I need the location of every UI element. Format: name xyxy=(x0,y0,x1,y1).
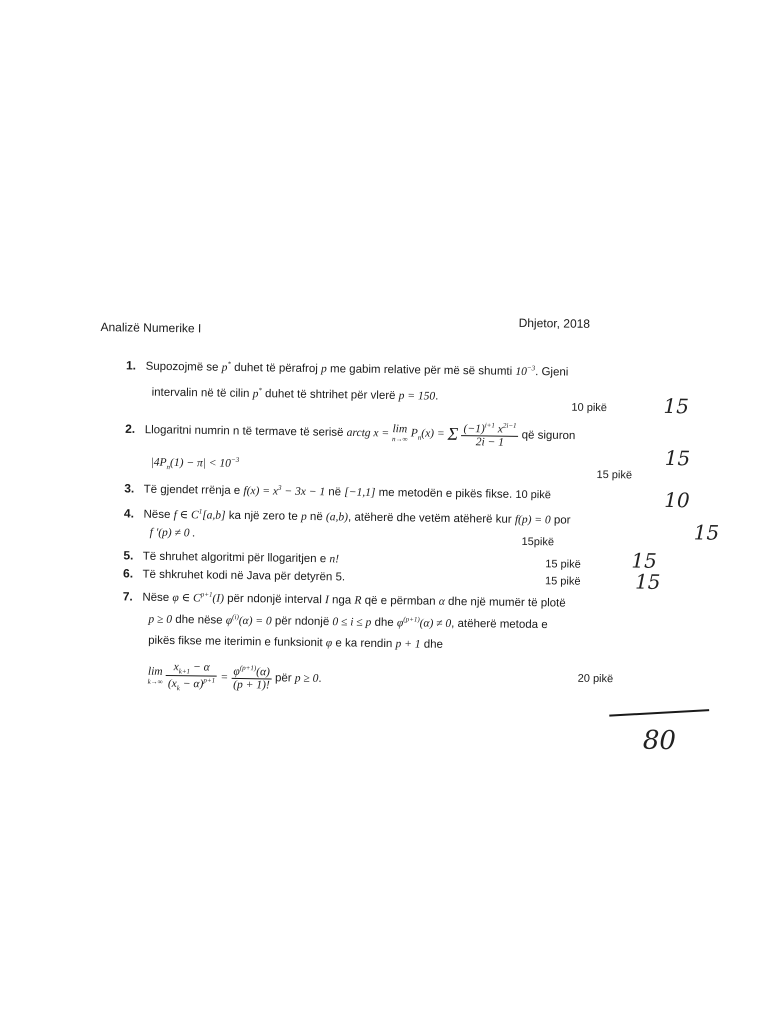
problem-3-line-1: 3. Të gjendet rrënja e $f(x) = x^3 - 3x - 1$ në [−1,1] me metodën e pikës fikse. 10 pikë xyxy=(124,481,551,502)
exam-title: Analizë Numerike I xyxy=(100,320,202,336)
problem-7-line-3: pikës fikse me iterimin e funksionit φ e ka rendin p + 1 dhe xyxy=(148,634,444,651)
problem-7-line-2: p ≥ 0 dhe nëse $\varphi^{(i)}(\alpha) = 0$ për ndonjë 0 ≤ i ≤ p dhe $\varphi^{(p+1)}(\alpha) \ne 0$, atëherë metoda e xyxy=(148,612,548,632)
problem-1-grade: 15 xyxy=(663,393,690,419)
problem-7-points: 20 pikë xyxy=(577,672,614,686)
problem-2-line-2: $|4P_n(1) - \pi| < 10^{-3}$ xyxy=(150,455,240,472)
problem-4-line-2: f ′(p) ≠ 0 . xyxy=(149,526,196,540)
problem-2-grade: 15 xyxy=(664,445,691,471)
problem-7-formula: lim k→∞ $\frac{x_{k+1} - \alpha}{(x_k - \alpha)^{p+1}}$ = $\frac{\varphi^{(p+1)}(\alpha)}{(p + 1)!}$ për p ≥ 0. xyxy=(147,661,322,693)
problem-1-points: 10 pikë xyxy=(571,401,608,415)
total-underline xyxy=(609,709,709,717)
problem-2-points: 15 pikë xyxy=(596,468,633,482)
problem-3-grade: 10 xyxy=(664,487,690,513)
problem-6-line-1: 6. Të shkruhet kodi në Java për detyrën 5. xyxy=(123,566,346,584)
problem-6-grade: 15 xyxy=(634,569,661,594)
problem-1-line-1: 1. Supozojmë se p* duhet të përafroj p me gabim relative për më së shumti $10^{-3}$. Gjeni xyxy=(125,358,569,379)
problem-4-line-1: 4. Nëse f ∈ $C^1[a,b]$ ka një zero te p në (a,b), atëherë dhe vetëm atëherë kur f(p) = 0 por xyxy=(123,506,571,527)
problem-7-line-1: 7. Nëse φ ∈ $C^{p+1}(I)$ për ndonjë interval I nga R që e përmban α dhe një mumër të plotë xyxy=(122,589,566,610)
problem-4-points: 15pikë xyxy=(521,535,555,549)
exam-date: Dhjetor, 2018 xyxy=(518,315,591,331)
problem-5-line-1: 5. Të shruhet algoritmi për llogaritjen e n! xyxy=(123,548,340,566)
problem-6-points: 15 pikë xyxy=(544,575,581,588)
problem-2-line-1: 2. Llogaritni numrin n të termave të serisë arctg x = lim n→∞ $P_n(x) = \Sigma$ $\frac{(-1)^{i+1} x^{2i-1}}{2i - 1}$ që siguron xyxy=(125,421,576,449)
problem-5-grade: 15 xyxy=(631,548,657,573)
problem-1-line-2: intervalin në të cilin p* duhet të shtrihet për vlerë p = 150. xyxy=(151,386,439,403)
problem-4-grade: 15 xyxy=(693,520,720,545)
problem-5-points: 15 pikë xyxy=(545,558,581,571)
total-grade: 80 xyxy=(642,725,677,757)
